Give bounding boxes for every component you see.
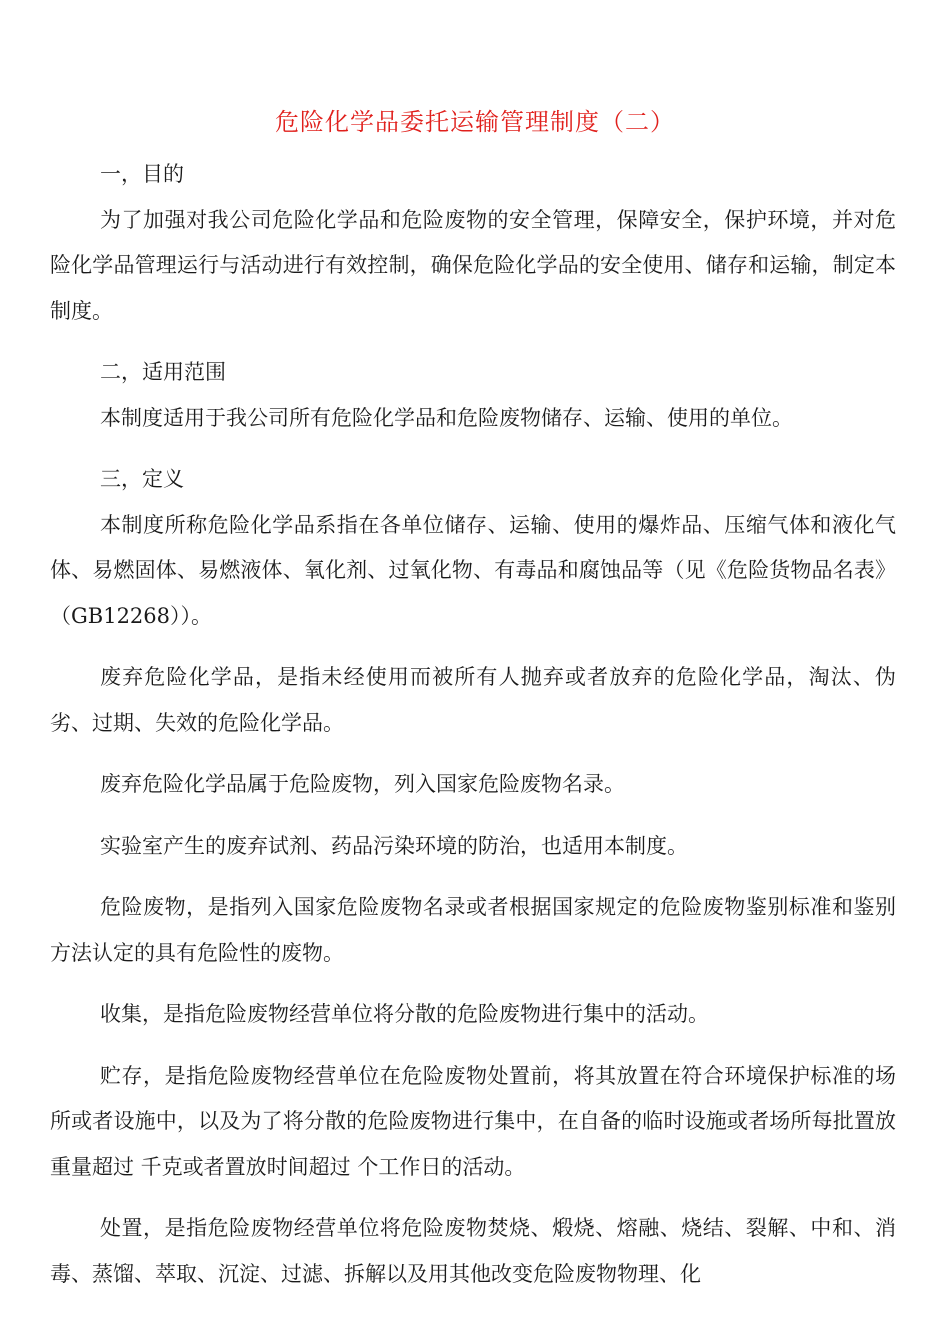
section-heading-scope: 二，适用范围 — [100, 360, 226, 384]
paragraph-waste-classification: 废弃危险化学品属于危险废物，列入国家危险废物名录。 — [100, 772, 625, 796]
section-heading-purpose: 一，目的 — [100, 162, 184, 186]
paragraph-definition-hazardous-chemicals: 本制度所称危险化学品系指在各单位储存、运输、使用的爆炸品、压缩气体和液化气体、易燃固体、易燃液体、氧化剂、过氧化物、有毒品和腐蚀品等（见《危险货物品名表》（GB12268））。 — [50, 512, 896, 628]
section-heading-definitions: 三，定义 — [100, 467, 184, 491]
paragraph-laboratory-waste: 实验室产生的废弃试剂、药品污染环境的防治，也适用本制度。 — [100, 833, 688, 858]
paragraph-purpose: 为了加强对我公司危险化学品和危险废物的安全管理，保障安全，保护环境，并对危险化学品管理运行与活动进行有效控制，确保危险化学品的安全使用、储存和运输，制定本制度。 — [50, 207, 896, 323]
document-body — [50, 152, 896, 1313]
document-title: 危险化学品委托运输管理制度（二） — [275, 108, 675, 136]
paragraph-definition-storage: 贮存，是指危险废物经营单位在危险废物处置前，将其放置在符合环境保护标准的场所或者设施中，以及为了将分散的危险废物进行集中，在自备的临时设施或者场所每批置放重量超过 千克或者置放时间超过 个工作日的活动。 — [50, 1063, 896, 1179]
paragraph-definition-waste-chemicals: 废弃危险化学品，是指未经使用而被所有人抛弃或者放弃的危险化学品，淘汰、伪劣、过期、失效的危险化学品。 — [50, 665, 896, 735]
paragraph-definition-disposal: 处置，是指危险废物经营单位将危险废物焚烧、煅烧、熔融、烧结、裂解、中和、消毒、蒸馏、萃取、沉淀、过滤、拆解以及用其他改变危险废物物理、化 — [50, 1216, 896, 1286]
paragraph-definition-hazardous-waste: 危险废物，是指列入国家危险废物名录或者根据国家规定的危险废物鉴别标准和鉴别方法认定的具有危险性的废物。 — [50, 895, 896, 965]
paragraph-scope: 本制度适用于我公司所有危险化学品和危险废物储存、运输、使用的单位。 — [100, 405, 793, 430]
paragraph-definition-collection: 收集，是指危险废物经营单位将分散的危险废物进行集中的活动。 — [100, 1002, 709, 1026]
